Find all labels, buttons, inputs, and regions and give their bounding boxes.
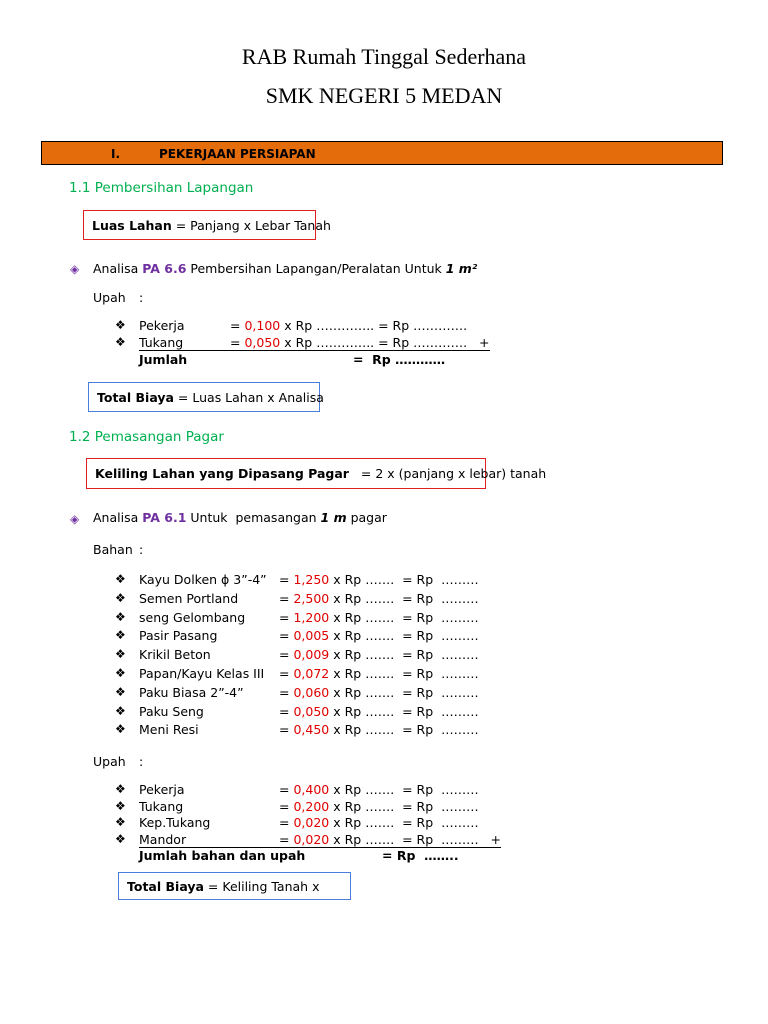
coefficient: 0,072 [293, 666, 330, 681]
item-calculation: = 0,050 x Rp ………….. = Rp …………. + [230, 335, 490, 350]
coefficient: 0,200 [293, 798, 330, 814]
formula-box-keliling [86, 458, 547, 489]
formula-term: Keliling Lahan yang Dipasang Pagar [95, 466, 349, 481]
item-name: Tukang [139, 335, 230, 351]
analisa-line-2: Analisa PA 6.1 Untuk pemasangan 1 m pagar [93, 510, 387, 525]
item-calculation: = 0,009 x Rp ……. = Rp ……… [279, 647, 479, 663]
item-name: Semen Portland [139, 590, 239, 606]
analisa-unit: 1 m² [445, 261, 478, 276]
diamond-bullet-icon: ❖ [115, 798, 126, 813]
item-name: Pekerja [139, 318, 185, 333]
jumlah-bahan-upah-label: Jumlah bahan dan upah [139, 848, 306, 863]
item-calculation: = 1,200 x Rp ……. = Rp ……… [279, 609, 479, 625]
total-biaya-box-1 [88, 382, 324, 412]
diamond-bullet-icon: ❖ [115, 782, 126, 796]
item-name: Kep.Tukang [139, 815, 211, 830]
item-name: Meni Resi [139, 722, 199, 738]
item-calculation: = 0,072 x Rp ……. = Rp ……… [279, 666, 479, 681]
coefficient: 0,060 [293, 684, 330, 700]
jumlah-bahan-upah-value: = Rp …….. [382, 848, 459, 863]
item-calculation: = 0,020 x Rp ……. = Rp ……… + [279, 831, 502, 847]
item-calculation: = 0,060 x Rp ……. = Rp ……… [279, 684, 479, 700]
item-calculation: = 0,200 x Rp ……. = Rp ……… [279, 798, 479, 814]
coefficient: 0,400 [293, 782, 330, 797]
bahan-colon: : [139, 542, 144, 557]
item-name: Krikil Beton [139, 647, 211, 663]
upah-label: Upah [93, 754, 126, 769]
coefficient: 0,009 [293, 647, 330, 663]
star-bullet-icon: ◈ [70, 262, 80, 276]
analisa-code: PA 6.1 [142, 510, 187, 525]
analisa-unit: 1 m [320, 510, 347, 525]
item-name: Mandor [139, 832, 279, 848]
bahan-label: Bahan [93, 542, 133, 557]
total-term: Total Biaya [127, 878, 204, 894]
analisa-code: PA 6.6 [142, 261, 187, 276]
item-calculation: = 0,020 x Rp ……. = Rp ……… [279, 815, 479, 830]
diamond-bullet-icon: ❖ [115, 590, 126, 605]
item-name: Pekerja [139, 782, 185, 797]
item-name: Paku Biasa 2”-4” [139, 684, 244, 700]
item-calculation: = 0,050 x Rp ……. = Rp ……… [279, 703, 479, 719]
total-expression: = Keliling Tanah x [203, 878, 320, 894]
diamond-bullet-icon: ❖ [115, 684, 126, 699]
diamond-bullet-icon: ❖ [115, 318, 126, 332]
item-name: Pasir Pasang [139, 628, 218, 644]
upah-colon: : [139, 290, 144, 305]
coefficient: 0,050 [293, 703, 330, 719]
section-number: I. [111, 147, 121, 161]
jumlah-value: = Rp ………… [353, 352, 446, 367]
upah-label: Upah [93, 290, 126, 305]
jumlah-label: Jumlah [139, 352, 188, 367]
document-title: RAB Rumah Tinggal Sederhana [241, 44, 527, 69]
diamond-bullet-icon: ❖ [115, 815, 126, 829]
analisa-line-1: Analisa PA 6.6 Pembersihan Lapangan/Peralatan Untuk 1 m² [93, 261, 478, 276]
coefficient: 1,200 [293, 609, 330, 625]
formula-term: Luas Lahan [92, 217, 172, 233]
diamond-bullet-icon: ❖ [115, 335, 126, 349]
coefficient: 1,250 [293, 572, 330, 587]
item-calculation: = 0,400 x Rp ……. = Rp ……… [279, 782, 479, 797]
coefficient: 0,050 [244, 335, 281, 350]
section-label: PEKERJAAN PERSIAPAN [159, 147, 316, 161]
coefficient: 0,020 [293, 831, 330, 847]
total-term: Total Biaya [97, 389, 174, 405]
diamond-bullet-icon: ❖ [115, 609, 126, 624]
item-calculation: = 1,250 x Rp ……. = Rp ……… [279, 572, 479, 587]
coefficient: 0,020 [293, 815, 330, 830]
item-name: Tukang [139, 798, 184, 814]
total-biaya-box-2 [118, 872, 351, 900]
item-calculation: = 0,450 x Rp ……. = Rp ……… [279, 722, 479, 738]
item-name: seng Gelombang [139, 609, 246, 625]
item-calculation: = 0,100 x Rp ………….. = Rp …………. [230, 318, 468, 333]
item-name: Kayu Dolken ϕ 3”-4” [139, 572, 267, 587]
diamond-bullet-icon: ❖ [115, 703, 126, 718]
item-name: Paku Seng [139, 703, 204, 719]
coefficient: 0,100 [244, 318, 281, 333]
document-subtitle: SMK NEGERI 5 MEDAN [265, 83, 503, 108]
item-name: Papan/Kayu Kelas III [139, 666, 265, 681]
section-header [41, 141, 723, 165]
item-calculation: = 0,005 x Rp ……. = Rp ……… [279, 628, 479, 644]
diamond-bullet-icon: ❖ [115, 831, 126, 846]
diamond-bullet-icon: ❖ [115, 722, 126, 737]
formula-expression: = 2 x (panjang x lebar) tanah [348, 466, 547, 481]
diamond-bullet-icon: ❖ [115, 628, 126, 643]
coefficient: 2,500 [293, 590, 330, 606]
formula-box-luas-lahan [83, 210, 331, 240]
formula-expression: = Panjang x Lebar Tanah [171, 217, 331, 233]
subsection-heading-1: 1.1 Pembersihan Lapangan [69, 180, 254, 196]
diamond-bullet-icon: ❖ [115, 647, 126, 662]
total-expression: = Luas Lahan x Analisa [173, 389, 324, 405]
coefficient: 0,450 [293, 722, 330, 738]
diamond-bullet-icon: ❖ [115, 572, 126, 586]
subsection-heading-2: 1.2 Pemasangan Pagar [69, 429, 224, 445]
coefficient: 0,005 [293, 628, 330, 644]
item-calculation: = 2,500 x Rp ……. = Rp ……… [279, 590, 479, 606]
diamond-bullet-icon: ❖ [115, 666, 126, 680]
star-bullet-icon: ◈ [70, 512, 80, 526]
upah-colon: : [139, 754, 144, 769]
